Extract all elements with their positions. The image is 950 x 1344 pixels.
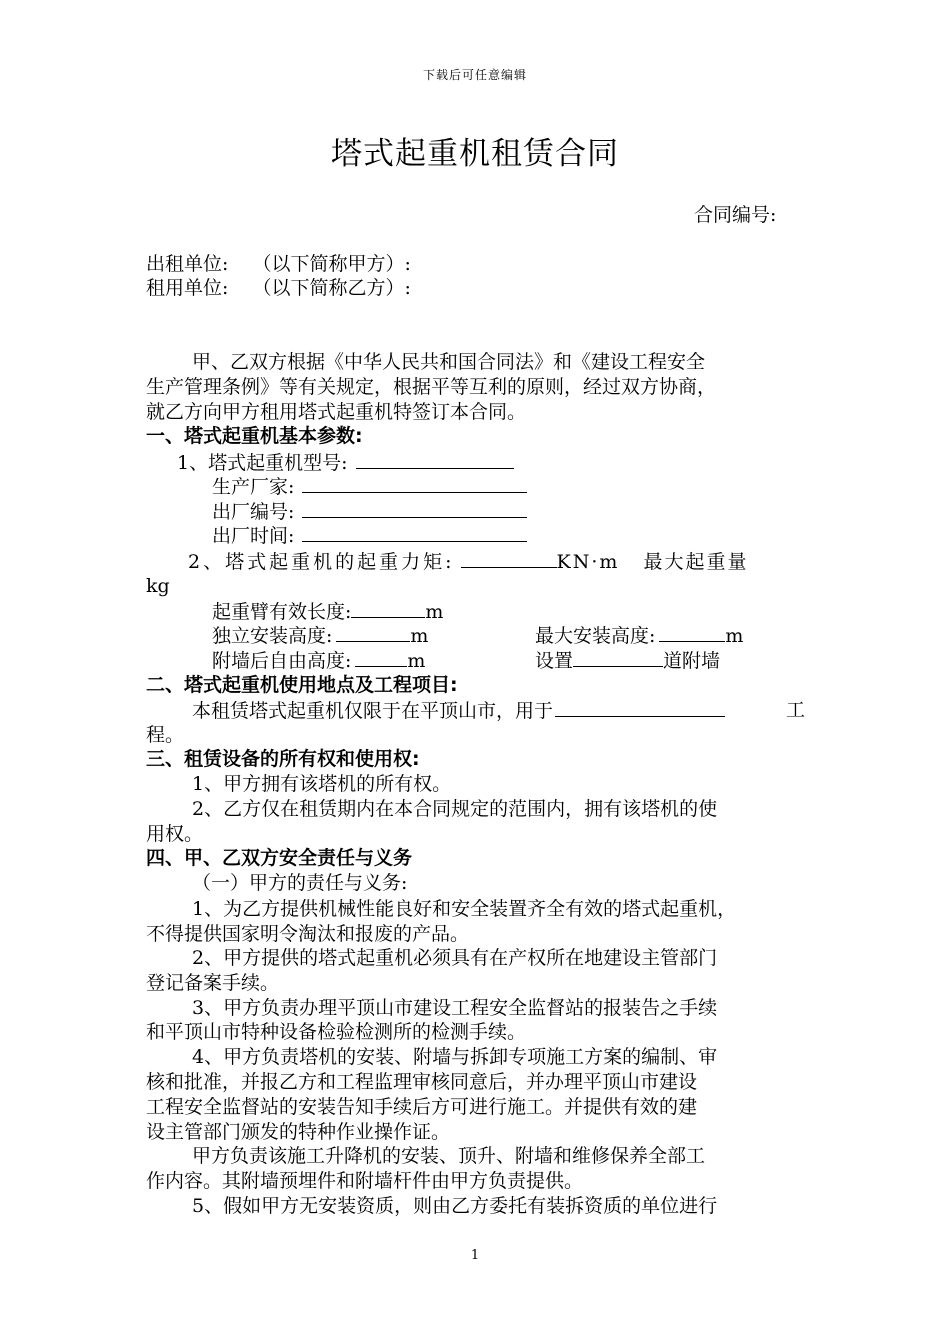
duty-line: 1、为乙方提供机械性能良好和安全装置齐全有效的塔式起重机， [192, 898, 737, 920]
section-4-heading: 四、甲、乙双方安全责任与义务 [146, 847, 413, 869]
section-3-heading: 三、租赁设备的所有权和使用权: [146, 748, 420, 770]
serial-line [212, 499, 527, 524]
page-number: 1 [470, 1248, 480, 1263]
wall-height-blank [355, 648, 407, 667]
wall-height-label: 附墙后自由高度: [212, 650, 352, 672]
model-line [177, 450, 514, 475]
date-label: 出厂时间: [212, 525, 295, 547]
boom-line [212, 599, 443, 624]
torque-blank [461, 549, 557, 568]
duty-line: 2、甲方提供的塔式起重机必须具有在产权所在地建设主管部门 [192, 947, 718, 969]
location-text: 本租赁塔式起重机仅限于在平顶山市，用于 [192, 700, 554, 722]
torque-label: 2、塔式起重机的起重力矩: [188, 551, 455, 573]
duty-line: 4、甲方负责塔机的安装、附墙与拆卸专项施工方案的编制、审 [192, 1046, 718, 1068]
project-blank [555, 698, 725, 717]
use-right-line-1: 2、乙方仅在租赁期内在本合同规定的范围内，拥有该塔机的使 [192, 798, 718, 820]
free-height-blank [336, 623, 410, 642]
maker-label: 生产厂家: [212, 476, 295, 498]
wall-tie-line [535, 648, 720, 673]
date-line [212, 523, 527, 548]
contract-number-label: 合同编号: [694, 204, 777, 226]
section-1-heading: 一、塔式起重机基本参数: [146, 425, 363, 447]
max-height-unit: m [725, 625, 744, 647]
max-height-label: 最大安装高度: [535, 625, 656, 647]
duty-line: 工程安全监督站的安装告知手续后方可进行施工。并提供有效的建 [146, 1096, 698, 1118]
intro-line-3: 就乙方向甲方租用塔式起重机特签订本合同。 [146, 401, 527, 423]
maker-blank [302, 474, 527, 493]
wall-tie-label: 设置 [535, 650, 574, 672]
free-height-line [212, 623, 428, 648]
duty-line: 核和批准，并报乙方和工程监理审核同意后，并办理平顶山市建设 [146, 1071, 698, 1093]
duty-line: 和平顶山市特种设备检验检测所的检测手续。 [146, 1021, 527, 1043]
date-blank [302, 523, 527, 542]
page-header: 下载后可任意编辑 [422, 68, 527, 82]
location-line [192, 698, 725, 723]
location-line-end: 工 [786, 699, 806, 721]
section-2-heading: 二、塔式起重机使用地点及工程项目: [146, 674, 458, 696]
location-line-2: 程。 [146, 724, 185, 746]
duty-line: 作内容。其附墙预埋件和附墙杆件由甲方负责提供。 [146, 1170, 584, 1192]
duty-line: 登记备案手续。 [146, 972, 280, 994]
duty-line: 甲方负责该施工升降机的安装、顶升、附墙和维修保养全部工 [192, 1145, 706, 1167]
free-height-unit: m [410, 625, 429, 647]
serial-label: 出厂编号: [212, 501, 295, 523]
party-a-subheading: （一）甲方的责任与义务: [192, 872, 408, 894]
serial-blank [302, 499, 527, 518]
document-title: 塔式起重机租赁合同 [331, 136, 619, 172]
boom-label: 起重臂有效长度: [212, 601, 352, 623]
lessor-line: 出租单位: （以下简称甲方）: [146, 253, 411, 275]
model-blank [356, 450, 514, 469]
duty-line: 5、假如甲方无安装资质，则由乙方委托有装拆资质的单位进行 [192, 1195, 718, 1217]
free-height-label: 独立安装高度: [212, 625, 333, 647]
duty-line: 不得提供国家明令淘汰和报废的产品。 [146, 923, 470, 945]
torque-line [188, 549, 749, 574]
wall-height-line [212, 648, 425, 673]
use-right-line-2: 用权。 [146, 823, 204, 845]
duty-line: 3、甲方负责办理平顶山市建设工程安全监督站的报装告之手续 [192, 997, 718, 1019]
boom-blank [351, 599, 425, 618]
max-height-line [535, 623, 743, 648]
boom-unit: m [425, 601, 444, 623]
wall-tie-blank [573, 648, 663, 667]
wall-height-unit: m [407, 650, 426, 672]
lessee-line: 租用单位: （以下简称乙方）: [146, 277, 411, 299]
ownership-line: 1、甲方拥有该塔机的所有权。 [192, 773, 452, 795]
intro-line-2: 生产管理条例》等有关规定，根据平等互利的原则，经过双方协商， [146, 376, 717, 398]
max-height-blank [659, 623, 725, 642]
duty-line: 设主管部门颁发的特种作业操作证。 [146, 1121, 451, 1143]
kg-unit: kg [146, 575, 170, 597]
model-label: 1、塔式起重机型号: [177, 452, 348, 474]
torque-unit-max-weight: KN·m 最大起重量 [556, 551, 749, 573]
wall-tie-suffix: 道附墙 [663, 650, 721, 672]
intro-line-1: 甲、乙双方根据《中华人民共和国合同法》和《建设工程安全 [192, 351, 706, 373]
maker-line [212, 474, 527, 499]
